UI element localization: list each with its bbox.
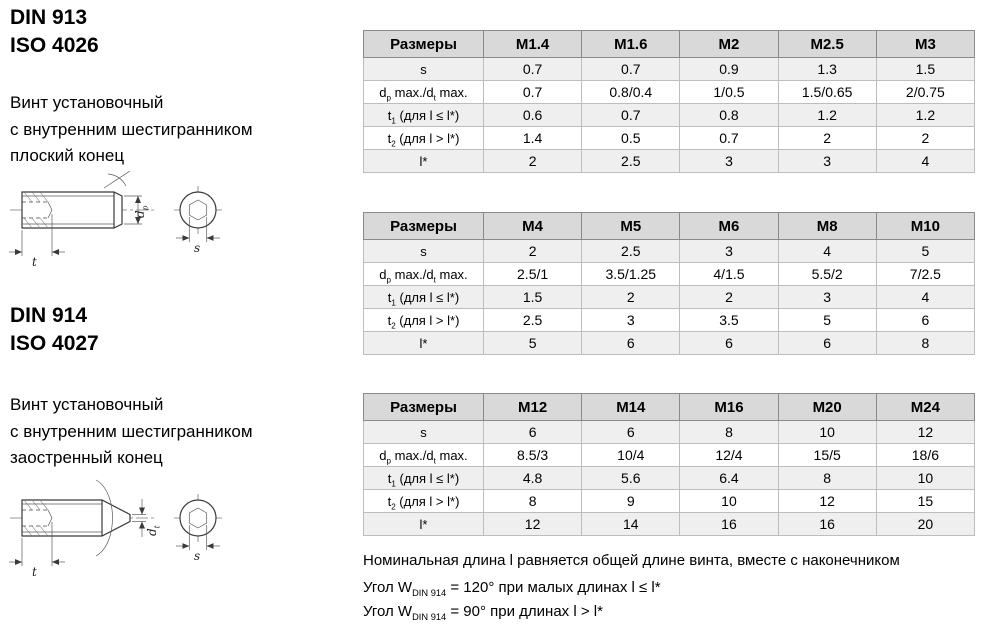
value-cell: 5 (778, 309, 876, 332)
dimensions-table-m12-m24 (363, 393, 975, 536)
set-screw-flat-point-drawing (6, 166, 256, 270)
table-row (364, 332, 975, 355)
value-cell: 1.3 (778, 58, 876, 81)
value-cell: 2.5 (582, 240, 680, 263)
value-cell: 4 (778, 240, 876, 263)
end-view (174, 494, 222, 550)
value-cell: 15/5 (778, 444, 876, 467)
dimensions-header-cell: Размеры (364, 213, 484, 240)
set-screw-cone-point-drawing (6, 472, 256, 582)
value-cell: 0.8 (680, 104, 778, 127)
value-cell: 6 (680, 332, 778, 355)
value-cell: 0.7 (582, 104, 680, 127)
value-cell: 2 (582, 286, 680, 309)
value-cell: 8 (876, 332, 974, 355)
dim-label-dp: $d_p$ (133, 205, 150, 218)
value-cell: 3.5 (680, 309, 778, 332)
row-label-cell: l* (364, 332, 484, 355)
standard-line-iso4026: ISO 4026 (10, 34, 99, 57)
row-label-cell: s (364, 240, 484, 263)
value-cell: 12 (484, 513, 582, 536)
value-cell: 12/4 (680, 444, 778, 467)
value-cell: 0.7 (484, 81, 582, 104)
table-row (364, 240, 975, 263)
dimensions-header-cell: Размеры (364, 31, 484, 58)
value-cell: 7/2.5 (876, 263, 974, 286)
value-cell: 8 (778, 467, 876, 490)
dimensions-table-m4-m10 (363, 212, 975, 355)
dim-label-t: t (32, 565, 37, 579)
row-label-cell: s (364, 421, 484, 444)
value-cell: 1.2 (778, 104, 876, 127)
side-view (9, 480, 162, 566)
value-cell: 12 (876, 421, 974, 444)
size-column-header: M3 (876, 31, 974, 58)
standard-line-din914: DIN 914 (10, 304, 88, 327)
size-column-header: M5 (582, 213, 680, 240)
dim-label-t: t (32, 255, 37, 269)
dimensions-table-m1_4-m3 (363, 30, 975, 173)
value-cell: 2.5 (484, 309, 582, 332)
din914-technical-drawing (6, 472, 256, 582)
size-column-header: M8 (778, 213, 876, 240)
value-cell: 15 (876, 490, 974, 513)
description-line: Винт установочный (10, 395, 164, 414)
table-row (364, 81, 975, 104)
value-cell: 0.6 (484, 104, 582, 127)
value-cell: 10/4 (582, 444, 680, 467)
dim-label-dt: $d_t$ (145, 525, 162, 536)
size-column-header: M1.4 (484, 31, 582, 58)
value-cell: 3 (582, 309, 680, 332)
dim-label-s: s (194, 241, 201, 255)
value-cell: 6 (582, 332, 680, 355)
value-cell: 1.4 (484, 127, 582, 150)
row-label-cell: $t_1$ (для l ≤ l*) (364, 286, 484, 309)
size-column-header: M12 (484, 394, 582, 421)
size-column-header: M6 (680, 213, 778, 240)
value-cell: 8 (484, 490, 582, 513)
value-cell: 16 (778, 513, 876, 536)
value-cell: 9 (582, 490, 680, 513)
value-cell: 10 (876, 467, 974, 490)
value-cell: 3 (680, 150, 778, 173)
description-line: с внутренним шестигранником (10, 119, 253, 139)
row-label-cell: $t_2$ (для l > l*) (364, 309, 484, 332)
din913-technical-drawing (6, 166, 256, 270)
dimensions-header-cell: Размеры (364, 394, 484, 421)
value-cell: 4 (876, 286, 974, 309)
size-column-header: M10 (876, 213, 974, 240)
row-label-cell: $d_p$ $\max./d_t$ max. (364, 263, 484, 286)
table-row (364, 263, 975, 286)
row-label-cell: $d_p$ $\max./d_t$ max. (364, 444, 484, 467)
note-nominal-length: Номинальная длина l равняется общей длине винта, вместе с наконечником (363, 552, 900, 569)
table-header-row (364, 394, 975, 421)
value-cell: 2.5/1 (484, 263, 582, 286)
size-column-header: M1.6 (582, 31, 680, 58)
table-row (364, 58, 975, 81)
standard-line-din913: DIN 913 (10, 6, 88, 29)
description-line: плоский конец (10, 146, 125, 165)
table-row (364, 309, 975, 332)
value-cell: 2/0.75 (876, 81, 974, 104)
table-row (364, 467, 975, 490)
value-cell: 3 (680, 240, 778, 263)
value-cell: 2.5 (582, 150, 680, 173)
value-cell: 0.7 (484, 58, 582, 81)
value-cell: 5 (876, 240, 974, 263)
row-label-cell: $t_1$ (для l ≤ l*) (364, 467, 484, 490)
value-cell: 2 (876, 127, 974, 150)
value-cell: 10 (778, 421, 876, 444)
row-label-cell: l* (364, 513, 484, 536)
value-cell: 6 (484, 421, 582, 444)
end-view (174, 186, 222, 242)
standard-title-din914 (10, 302, 99, 358)
value-cell: 0.7 (680, 127, 778, 150)
value-cell: 5.6 (582, 467, 680, 490)
value-cell: 0.7 (582, 58, 680, 81)
value-cell: 2 (484, 150, 582, 173)
value-cell: 2 (778, 127, 876, 150)
row-label-cell: $d_p$ $\max./d_t$ max. (364, 81, 484, 104)
size-column-header: M24 (876, 394, 974, 421)
size-column-header: M4 (484, 213, 582, 240)
size-column-header: M16 (680, 394, 778, 421)
standard-title-din913 (10, 4, 99, 60)
dim-label-s: s (194, 549, 201, 563)
value-cell: 5 (484, 332, 582, 355)
value-cell: 5.5/2 (778, 263, 876, 286)
table-header-row (364, 31, 975, 58)
value-cell: 1.5 (484, 286, 582, 309)
value-cell: 3.5/1.25 (582, 263, 680, 286)
value-cell: 2 (680, 286, 778, 309)
table-row (364, 513, 975, 536)
value-cell: 4 (876, 150, 974, 173)
value-cell: 8.5/3 (484, 444, 582, 467)
row-label-cell: $t_2$ (для l > l*) (364, 490, 484, 513)
value-cell: 4.8 (484, 467, 582, 490)
table-row (364, 286, 975, 309)
description-din914 (10, 392, 253, 472)
row-label-cell: $t_2$ (для l > l*) (364, 127, 484, 150)
size-column-header: M20 (778, 394, 876, 421)
table-row (364, 444, 975, 467)
table-row (364, 127, 975, 150)
description-line: заостренный конец (10, 448, 163, 467)
standard-line-iso4027: ISO 4027 (10, 332, 99, 355)
value-cell: 1.5/0.65 (778, 81, 876, 104)
value-cell: 8 (680, 421, 778, 444)
table-row (364, 104, 975, 127)
value-cell: 10 (680, 490, 778, 513)
value-cell: 18/6 (876, 444, 974, 467)
size-column-header: M2 (680, 31, 778, 58)
description-line: с внутренним шестигранником (10, 421, 253, 441)
value-cell: 12 (778, 490, 876, 513)
value-cell: 3 (778, 286, 876, 309)
value-cell: 0.9 (680, 58, 778, 81)
value-cell: 2 (484, 240, 582, 263)
note-angle-120: Угол $W_{DIN 914} = 120^\circ$ при малых длинах l ≤ l* (363, 579, 661, 598)
value-cell: 4/1.5 (680, 263, 778, 286)
row-label-cell: s (364, 58, 484, 81)
value-cell: 14 (582, 513, 680, 536)
value-cell: 0.8/0.4 (582, 81, 680, 104)
value-cell: 3 (778, 150, 876, 173)
value-cell: 6 (876, 309, 974, 332)
table-row (364, 421, 975, 444)
value-cell: 1.2 (876, 104, 974, 127)
description-din913 (10, 90, 253, 170)
value-cell: 6 (582, 421, 680, 444)
value-cell: 1.5 (876, 58, 974, 81)
row-label-cell: l* (364, 150, 484, 173)
note-angle-90: Угол $W_{DIN 914} = 90^\circ$ при длинах l > l* (363, 603, 603, 622)
size-column-header: M14 (582, 394, 680, 421)
value-cell: 20 (876, 513, 974, 536)
table-row (364, 150, 975, 173)
table-row (364, 490, 975, 513)
value-cell: 16 (680, 513, 778, 536)
value-cell: 6.4 (680, 467, 778, 490)
value-cell: 0.5 (582, 127, 680, 150)
value-cell: 6 (778, 332, 876, 355)
table-header-row (364, 213, 975, 240)
size-column-header: M2.5 (778, 31, 876, 58)
row-label-cell: $t_1$ (для l ≤ l*) (364, 104, 484, 127)
value-cell: 1/0.5 (680, 81, 778, 104)
description-line: Винт установочный (10, 93, 164, 112)
